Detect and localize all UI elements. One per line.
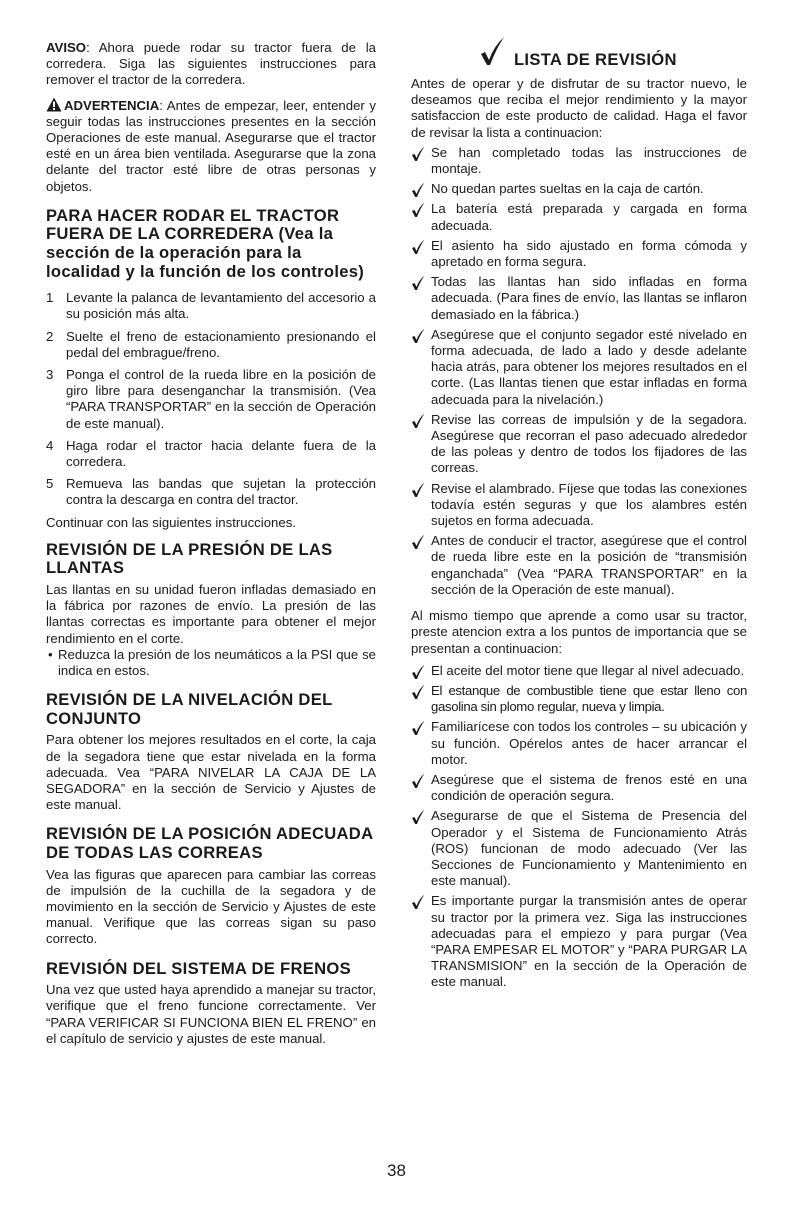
step-item — [46, 290, 376, 322]
frenos-text: Una vez que usted haya aprendido a manejar su tractor, verifique que el freno funcione correctamente. Ver “PARA VERIFICAR SI FUNCIONA BIEN EL FRENO” en el capítulo de servicio y ajustes de este manual. — [46, 982, 376, 1046]
advertencia-text: : Antes de empezar, leer, entender y seguir todas las instrucciones presentes en la sección Operaciones de este manual. Asegurarse que el tractor esté en un área bien ventilada. Asegurarse que la zona delante del tractor esté libre de otras personas y objetos. — [46, 97, 376, 194]
checklist-item — [411, 145, 747, 177]
aviso-text: : Ahora puede rodar su tractor fuera de la corredera. Siga las siguientes instrucciones para remover el tractor de la corredera. — [46, 40, 376, 88]
aviso-paragraph — [46, 40, 376, 89]
checklist-item — [411, 274, 747, 323]
checklist-b — [411, 663, 747, 991]
continuar-text: Continuar con las siguientes instrucciones. — [46, 514, 296, 530]
checklist-item — [411, 683, 747, 715]
step-text: Ponga el control de la rueda libre en la posición de giro libre para desenganchar la transmisión. (Vea “PARA TRANSPORTAR” en la sección de Operación de este manual). — [66, 367, 376, 431]
checklist-intro: Antes de operar y de disfrutar de su tractor nuevo, le deseamos que reciba el mejor rendimiento y la mayor satisfaccion de este producto de calidad. Haga el favor de revisar la lista a continuacion: — [411, 76, 747, 140]
checklist-item-text: Asegúrese que el conjunto segador esté nivelado en forma adecuada, de lado a lado y desde adelante hacia atrás, para obtener los mejores resultados en el corte. (Las llantas tienen que estar infladas en forma adecuada para la nivelación.) — [431, 326, 747, 407]
presion-text: Las llantas en su unidad fueron infladas demasiado en la fábrica por razones de envío. La presión de las llantas correctas es importante para obtener el mejor rendimiento en el corte. — [46, 582, 376, 646]
checkmark-icon — [411, 773, 425, 789]
step-number: 3 — [46, 367, 54, 383]
step-number: 4 — [46, 437, 54, 453]
aviso-label: AVISO — [46, 40, 87, 55]
heading-rodar-tractor: PARA HACER RODAR EL TRACTOR FUERA DE LA CORREDERA (Vea la sección de la operación para la localidad y la función de los controles) — [46, 205, 365, 281]
checklist-item — [411, 808, 747, 889]
checklist-item-text: Revise las correas de impulsión y de la segadora. Asegúrese que recorran el paso adecuado alrededor de las poleas y dentro de todos los fijadores de las correas. — [431, 411, 747, 476]
steps-list — [46, 290, 376, 508]
checklist-item-text: Es importante purgar la transmisión antes de operar su tractor por la primera vez. Siga las instrucciones adecuadas para el empiezo y para purgar (Vea “PARA EMPESAR EL MOTOR” y “PARA PURGAR LA TRANSMISION” en la sección de la Operación de este manual. — [431, 893, 747, 990]
checklist-item — [411, 772, 747, 804]
checklist-item — [411, 238, 747, 270]
heading-frenos: REVISIÓN DEL SISTEMA DE FRENOS — [46, 958, 351, 978]
checklist-item-text: El estanque de combustible tiene que estar lleno con gasolina sin plomo regular, nueva y limpia. — [431, 682, 747, 715]
page-number: 38 — [387, 1161, 406, 1180]
checklist-item — [411, 893, 747, 990]
checkmark-icon — [411, 239, 425, 255]
checklist-item-text: Familiarícese con todos los controles – su ubicación y su función. Opérelos antes de hacer arrancar el motor. — [431, 719, 747, 767]
checklist-item — [411, 327, 747, 408]
checklist-item-text: Todas las llantas han sido infladas en forma adecuada. (Para fines de envío, las llantas se inflaron demasiado en la fábrica.) — [431, 274, 747, 322]
checklist-item-text: No quedan partes sueltas en la caja de cartón. — [431, 181, 704, 197]
checkmark-icon — [411, 720, 425, 736]
checklist-item-text: Asegurarse de que el Sistema de Presencia del Operador y el Sistema de Funcionamiento Atrás (ROS) funcionan de modo adecuado (Ver las Secciones de Funcionamiento y Mantenimiento en este manual). — [431, 808, 747, 889]
warning-triangle-icon — [46, 97, 62, 112]
checkmark-icon — [411, 275, 425, 291]
heading-nivelacion: REVISIÓN DE LA NIVELACIÓN DEL CONJUNTO — [46, 690, 333, 728]
checkmark-icon — [479, 36, 505, 66]
checklist-item — [411, 181, 747, 197]
bullet-dot: • — [48, 646, 53, 662]
step-item — [46, 476, 376, 508]
step-item — [46, 367, 376, 432]
step-text: Levante la palanca de levantamiento del accesorio a su posición más alta. — [66, 290, 376, 322]
checkmark-icon — [411, 182, 425, 198]
advertencia-paragraph — [46, 97, 376, 195]
step-item — [46, 438, 376, 470]
checklist-item — [411, 533, 747, 598]
left-column — [46, 40, 376, 1047]
step-number: 1 — [46, 290, 54, 306]
right-column — [411, 40, 747, 991]
step-text: Haga rodar el tractor hacia delante fuera de la corredera. — [66, 437, 376, 470]
nivelacion-text: Para obtener los mejores resultados en el corte, la caja de la segadora tiene que estar nivelada en la forma adecuada. Vea “PARA NIVELAR LA CAJA DE LA SEGADORA” en la sección de Servicio y Ajustes de este manual. — [46, 732, 376, 813]
checklist-item — [411, 663, 747, 679]
checklist-item — [411, 412, 747, 477]
checklist-middle: Al mismo tiempo que aprende a como usar su tractor, preste atencion extra a los puntos de importancia que se presentan a continuacion: — [411, 608, 747, 656]
checklist-item-text: La batería está preparada y cargada en forma adecuada. — [431, 201, 747, 233]
checklist-item-text: Se han completado todas las instrucciones de montaje. — [431, 144, 747, 177]
step-number: 2 — [46, 328, 54, 344]
step-number: 5 — [46, 476, 54, 492]
checkmark-icon — [411, 482, 425, 498]
correas-text: Vea las figuras que aparecen para cambiar las correas de impulsión de la cuchilla de la segadora y de movimiento en la sección de Servicio y Ajustes de este manual. Verifique que las correas sigan su paso correcto. — [46, 866, 376, 947]
heading-correas: REVISIÓN DE LA POSICIÓN ADECUADA DE TODAS LAS CORREAS — [46, 824, 373, 863]
checklist-item-text: El aceite del motor tiene que llegar al nivel adecuado. — [431, 662, 745, 678]
checkmark-icon — [411, 664, 425, 680]
presion-bullet-text: Reduzca la presión de los neumáticos a la PSI que se indica en estos. — [58, 646, 376, 679]
checklist-item-text: Antes de conducir el tractor, asegúrese que el control de rueda libre este en la posición de “transmisión enganchada” (Vea “PARA TRANSPORTAR” en la sección de la Operación de este manual). — [431, 533, 747, 597]
checklist-item — [411, 481, 747, 530]
checkmark-icon — [411, 684, 425, 700]
step-item — [46, 329, 376, 361]
checklist-title — [411, 40, 747, 70]
checkmark-icon — [411, 809, 425, 825]
checklist-item — [411, 719, 747, 768]
checkmark-icon — [411, 146, 425, 162]
step-text: Suelte el freno de estacionamiento presionando el pedal del embrague/freno. — [66, 328, 376, 360]
step-text: Remueva las bandas que sujetan la protección contra la descarga en contra del tractor. — [66, 476, 376, 508]
checkmark-icon — [411, 202, 425, 218]
checkmark-icon — [411, 413, 425, 429]
heading-presion-llantas: REVISIÓN DE LA PRESIÓN DE LAS LLANTAS — [46, 539, 333, 578]
checkmark-icon — [411, 534, 425, 550]
checklist-title-text: LISTA DE REVISIÓN — [514, 50, 677, 69]
checklist-item — [411, 201, 747, 233]
advertencia-label: ADVERTENCIA — [64, 97, 160, 113]
checklist-a — [411, 145, 747, 598]
checkmark-icon — [411, 328, 425, 344]
checklist-item-text: Revise el alambrado. Fíjese que todas las conexiones todavía estén seguras y que los alambres estén sujetos en forma adecuada. — [431, 480, 747, 529]
checklist-item-text: Asegúrese que el sistema de frenos esté en una condición de operación segura. — [431, 771, 747, 804]
checkmark-icon — [411, 894, 425, 910]
presion-bullet — [46, 647, 376, 679]
checklist-item-text: El asiento ha sido ajustado en forma cómoda y apretado en forma segura. — [431, 237, 747, 270]
